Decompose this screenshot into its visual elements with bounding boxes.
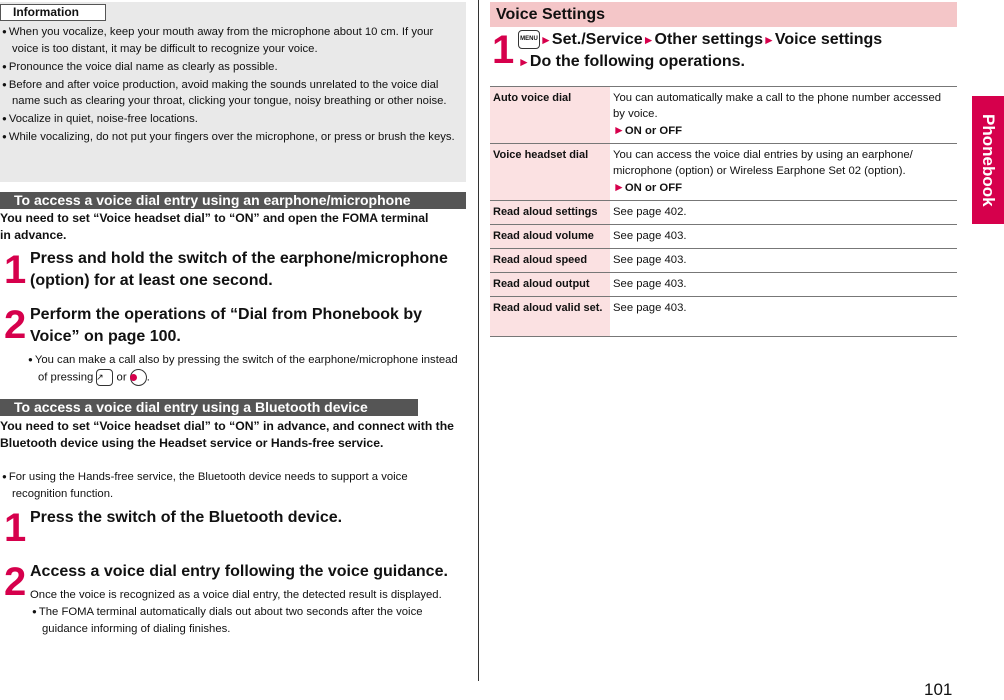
info-bullet: ● Pronounce the voice dial name as clearly as possible. <box>0 59 462 76</box>
bluetooth-step1: Press the switch of the Bluetooth device. <box>30 509 343 526</box>
info-bullet: ● When you vocalize, keep your mouth away from the microphone about 10 cm. If your voice is too distant, it may be difficult to recognize your voice. <box>0 24 462 57</box>
bluetooth-note: ● For using the Hands-free service, the Bluetooth device needs to support a voice recognition function. <box>0 469 455 504</box>
bluetooth-intro: You need to set “Voice headset dial” to “ON” in advance, and connect with the Bluetooth device using the Headset service or Hands-free service. <box>0 419 454 450</box>
step-number: 1 <box>4 506 27 550</box>
setting-desc: See page 403. <box>610 249 957 273</box>
bluetooth-step2-desc: Once the voice is recognized as a voice dial entry, the detected result is displayed. <box>30 589 442 601</box>
setting-desc: You can automatically make a call to the phone number accessed by voice. ►ON or OFF <box>610 87 957 144</box>
step-number: 1 <box>4 248 27 292</box>
voice-settings-table-wrap <box>490 86 957 337</box>
arrow-icon: ► <box>540 33 552 47</box>
setting-key: Read aloud volume <box>490 225 610 249</box>
setting-desc: You can access the voice dial entries by using an earphone/ microphone (option) or Wireless Earphone Set 02 (option). ►ON or OFF <box>610 144 957 201</box>
setting-desc: See page 403. <box>610 225 957 249</box>
voice-settings-heading: Voice Settings <box>490 2 957 27</box>
table-row <box>490 297 957 337</box>
arrow-icon: ► <box>642 33 655 47</box>
setting-key: Read aloud speed <box>490 249 610 273</box>
step-number: 1 <box>492 28 515 72</box>
voice-settings-path: MENU ►Set./Service►Other settings►Voice settings ►Do the following operations. <box>518 31 883 70</box>
voice-settings-table <box>490 86 957 337</box>
arrow-icon: ► <box>613 123 625 137</box>
menu-key-icon: MENU <box>518 30 540 49</box>
earphone-intro: You need to set “Voice headset dial” to “ON” and open the FOMA terminal in advance. <box>0 211 429 242</box>
call-key-icon: ↗ <box>96 369 113 386</box>
table-row <box>490 87 957 144</box>
center-key-icon <box>130 369 147 386</box>
bluetooth-step2: Access a voice dial entry following the voice guidance. <box>30 563 448 580</box>
arrow-icon: ► <box>518 55 530 69</box>
earphone-section-heading: To access a voice dial entry using an earphone/microphone <box>0 192 466 209</box>
table-row <box>490 249 957 273</box>
setting-desc: See page 402. <box>610 201 957 225</box>
info-bullet: ● Before and after voice production, avoid making the sounds unrelated to the voice dial name such as clearing your throat, clicking your tongue, noisy breathing or other noise. <box>0 77 462 110</box>
table-row <box>490 225 957 249</box>
table-row <box>490 144 957 201</box>
setting-desc: See page 403. <box>610 273 957 297</box>
step-number: 2 <box>4 303 27 347</box>
setting-key: Voice headset dial <box>490 144 610 201</box>
setting-desc: See page 403. <box>610 297 957 337</box>
table-row <box>490 273 957 297</box>
info-bullet: ● While vocalizing, do not put your fingers over the microphone, or press or brush the keys. <box>0 129 462 146</box>
page-number: 101 <box>924 680 953 699</box>
bluetooth-step2-note: ● The FOMA terminal automatically dials out about two seconds after the voice guidance informing of dialing finishes. <box>30 604 460 639</box>
setting-key: Read aloud valid set. <box>490 297 610 337</box>
information-tag: Information <box>0 4 106 21</box>
info-bullet: ● Vocalize in quiet, noise-free locations. <box>0 111 462 128</box>
earphone-step1: Press and hold the switch of the earphone/microphone (option) for at least one second. <box>30 250 448 289</box>
setting-key: Read aloud output <box>490 273 610 297</box>
earphone-step2-note: ● You can make a call also by pressing the switch of the earphone/microphone instead of pressing ↗ or . <box>30 352 468 386</box>
column-divider <box>478 0 479 681</box>
step-number: 2 <box>4 560 27 604</box>
arrow-icon: ► <box>613 180 625 194</box>
bluetooth-section-heading: To access a voice dial entry using a Bluetooth device <box>0 399 418 416</box>
information-bullets <box>0 24 462 147</box>
setting-key: Auto voice dial <box>490 87 610 144</box>
arrow-icon: ► <box>762 33 775 47</box>
chapter-tab-label: Phonebook <box>979 113 998 207</box>
setting-key: Read aloud settings <box>490 201 610 225</box>
earphone-step2: Perform the operations of “Dial from Phonebook by Voice” on page 100. <box>30 306 423 345</box>
table-row <box>490 201 957 225</box>
